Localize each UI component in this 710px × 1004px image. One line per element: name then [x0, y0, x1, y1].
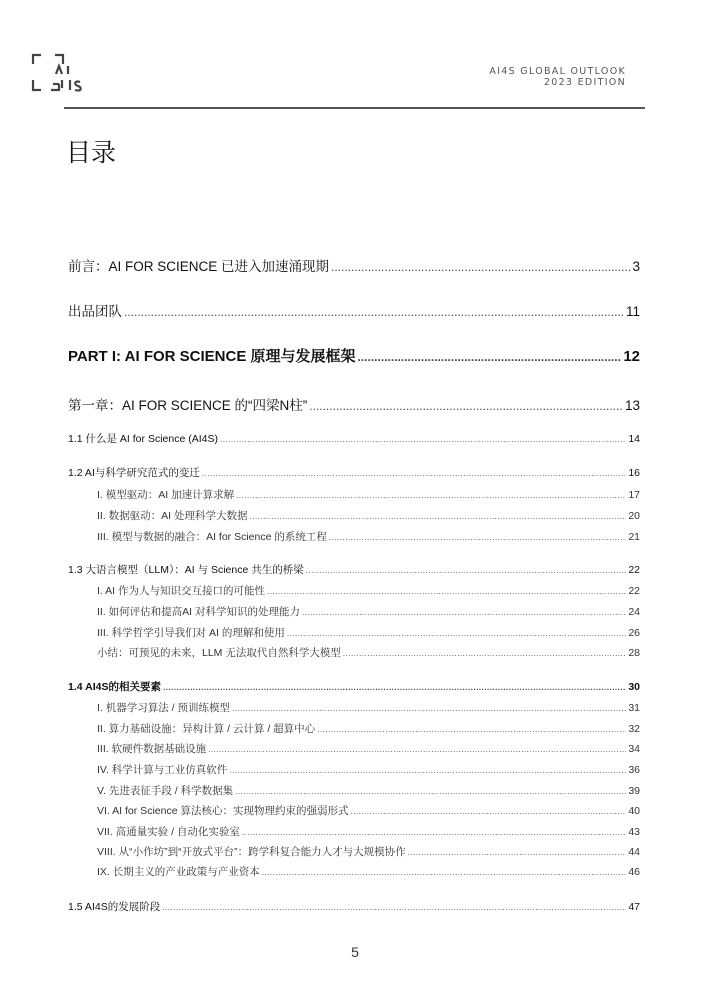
toc-leader — [331, 260, 630, 274]
toc-leader — [202, 469, 626, 478]
header-line-2: 2023 EDITION — [543, 77, 626, 88]
toc-leader — [236, 491, 626, 500]
toc-leader — [358, 350, 622, 364]
toc-entry-page: 14 — [628, 433, 640, 445]
toc-entry-page: 12 — [623, 348, 640, 365]
toc-leader — [242, 828, 626, 837]
toc-entry-title: VII. 高通量实验 / 自动化实验室 — [97, 826, 240, 838]
toc-leader — [232, 704, 626, 713]
toc-entry[interactable] — [68, 465, 640, 480]
toc-entry[interactable] — [68, 255, 640, 275]
toc-entry-title: II. 如何评估和提高AI 对科学知识的处理能力 — [97, 606, 301, 618]
toc-entry-title: 小结：可预见的未来，LLM 无法取代自然科学大模型 — [97, 647, 341, 659]
toc-entry[interactable] — [68, 679, 640, 694]
toc-entry-page: 26 — [628, 627, 640, 639]
toc-entry-title: III. 软硬件数据基础设施 — [97, 743, 207, 755]
toc-leader — [250, 512, 627, 521]
toc-entry[interactable] — [97, 864, 640, 879]
toc-entry-title: 1.1 什么是 AI for Science (AI4S) — [68, 433, 218, 445]
toc-entry[interactable] — [68, 345, 640, 366]
toc-leader — [302, 608, 626, 617]
table-of-contents — [68, 0, 640, 1004]
toc-entry-page: 47 — [628, 901, 640, 913]
toc-leader — [124, 305, 624, 319]
toc-entry[interactable] — [97, 783, 640, 798]
toc-entry[interactable] — [68, 300, 640, 320]
toc-entry[interactable] — [68, 562, 640, 577]
toc-entry-page: 31 — [628, 702, 640, 714]
toc-entry-page: 13 — [624, 398, 640, 413]
toc-leader — [343, 649, 626, 658]
toc-leader — [220, 435, 626, 444]
toc-entry-page: 16 — [628, 467, 640, 479]
toc-entry-page: 34 — [628, 743, 640, 755]
toc-entry[interactable] — [68, 394, 640, 414]
toc-entry-page: 11 — [625, 304, 640, 319]
toc-leader — [309, 399, 623, 413]
toc-leader — [306, 566, 627, 575]
page-title: 目录 — [66, 138, 117, 167]
toc-entry-title: II. 算力基础设施：异构计算 / 云计算 / 超算中心 — [97, 723, 316, 735]
toc-entry[interactable] — [97, 529, 640, 544]
toc-entry-title: PART I: AI FOR SCIENCE 原理与发展框架 — [68, 348, 356, 365]
toc-entry-title: III. 科学哲学引导我们对 AI 的理解和使用 — [97, 627, 285, 639]
toc-entry-title: IX. 长期主义的产业政策与产业资本 — [97, 866, 260, 878]
toc-leader — [287, 629, 626, 638]
toc-entry[interactable] — [68, 899, 640, 914]
toc-entry-title: 1.3 大语言模型（LLM）：AI 与 Science 共生的桥梁 — [68, 564, 304, 576]
toc-entry[interactable] — [97, 721, 640, 736]
toc-entry-page: 44 — [628, 846, 640, 858]
toc-leader — [317, 725, 626, 734]
toc-leader — [329, 533, 626, 542]
toc-entry-page: 32 — [628, 723, 640, 735]
toc-entry-title: V. 先进表征手段 / 科学数据集 — [97, 785, 234, 797]
toc-entry-page: 43 — [628, 826, 640, 838]
toc-entry[interactable] — [97, 762, 640, 777]
toc-entry-page: 22 — [628, 585, 640, 597]
toc-entry[interactable] — [97, 645, 640, 660]
toc-entry-title: I. 机器学习算法 / 预训练模型 — [97, 702, 231, 714]
toc-entry-title: IV. 科学计算与工业仿真软件 — [97, 764, 228, 776]
toc-entry-title: I. AI 作为人与知识交互接口的可能性 — [97, 585, 266, 597]
toc-entry-title: VIII. 从“小作坊”到“开放式平台”：跨学科复合能力人才与大规模协作 — [97, 846, 406, 858]
toc-entry[interactable] — [68, 431, 640, 446]
toc-entry-page: 46 — [628, 866, 640, 878]
toc-entry[interactable] — [97, 824, 640, 839]
toc-leader — [163, 683, 626, 692]
page-number: 5 — [351, 944, 359, 960]
toc-entry-title: 1.5 AI4S的发展阶段 — [68, 901, 161, 913]
toc-entry[interactable] — [97, 741, 640, 756]
toc-entry[interactable] — [97, 844, 640, 859]
toc-leader — [235, 787, 626, 796]
toc-entry[interactable] — [97, 583, 640, 598]
toc-entry-title: VI. AI for Science 算法核心：实现物理约束的强弱形式 — [97, 805, 349, 817]
toc-leader — [267, 587, 626, 596]
toc-entry-title: II. 数据驱动：AI 处理科学大数据 — [97, 510, 248, 522]
toc-leader — [408, 848, 627, 857]
toc-entry-page: 30 — [628, 681, 640, 693]
toc-entry-page: 17 — [628, 489, 640, 501]
header-line-1: AI4S GLOBAL OUTLOOK — [489, 66, 626, 77]
toc-entry-page: 21 — [628, 531, 640, 543]
toc-entry-page: 39 — [628, 785, 640, 797]
toc-entry-page: 28 — [628, 647, 640, 659]
toc-entry-title: III. 模型与数据的融合：AI for Science 的系统工程 — [97, 531, 327, 543]
toc-entry[interactable] — [97, 700, 640, 715]
toc-entry[interactable] — [97, 487, 640, 502]
toc-entry[interactable] — [97, 508, 640, 523]
toc-entry[interactable] — [97, 625, 640, 640]
toc-entry-page: 20 — [628, 510, 640, 522]
toc-entry-title: 出品团队 — [68, 304, 122, 319]
toc-entry-page: 36 — [628, 764, 640, 776]
toc-entry-title: I. 模型驱动：AI 加速计算求解 — [97, 489, 235, 501]
toc-entry-page: 3 — [632, 259, 640, 274]
toc-entry-page: 22 — [628, 564, 640, 576]
toc-entry-page: 24 — [628, 606, 640, 618]
toc-entry[interactable] — [97, 604, 640, 619]
toc-entry-title: 前言：AI FOR SCIENCE 已进入加速涌现期 — [68, 259, 330, 274]
toc-entry-title: 1.2 AI与科学研究范式的变迁 — [68, 467, 200, 479]
toc-entry-title: 1.4 AI4S的相关要素 — [68, 681, 161, 693]
toc-entry-page: 40 — [628, 805, 640, 817]
toc-leader — [262, 868, 627, 877]
toc-leader — [350, 807, 626, 816]
toc-entry[interactable] — [97, 803, 640, 818]
toc-leader — [208, 745, 626, 754]
toc-leader — [162, 903, 626, 912]
toc-leader — [229, 766, 626, 775]
toc-entry-title: 第一章：AI FOR SCIENCE 的“四梁N柱” — [68, 398, 308, 413]
